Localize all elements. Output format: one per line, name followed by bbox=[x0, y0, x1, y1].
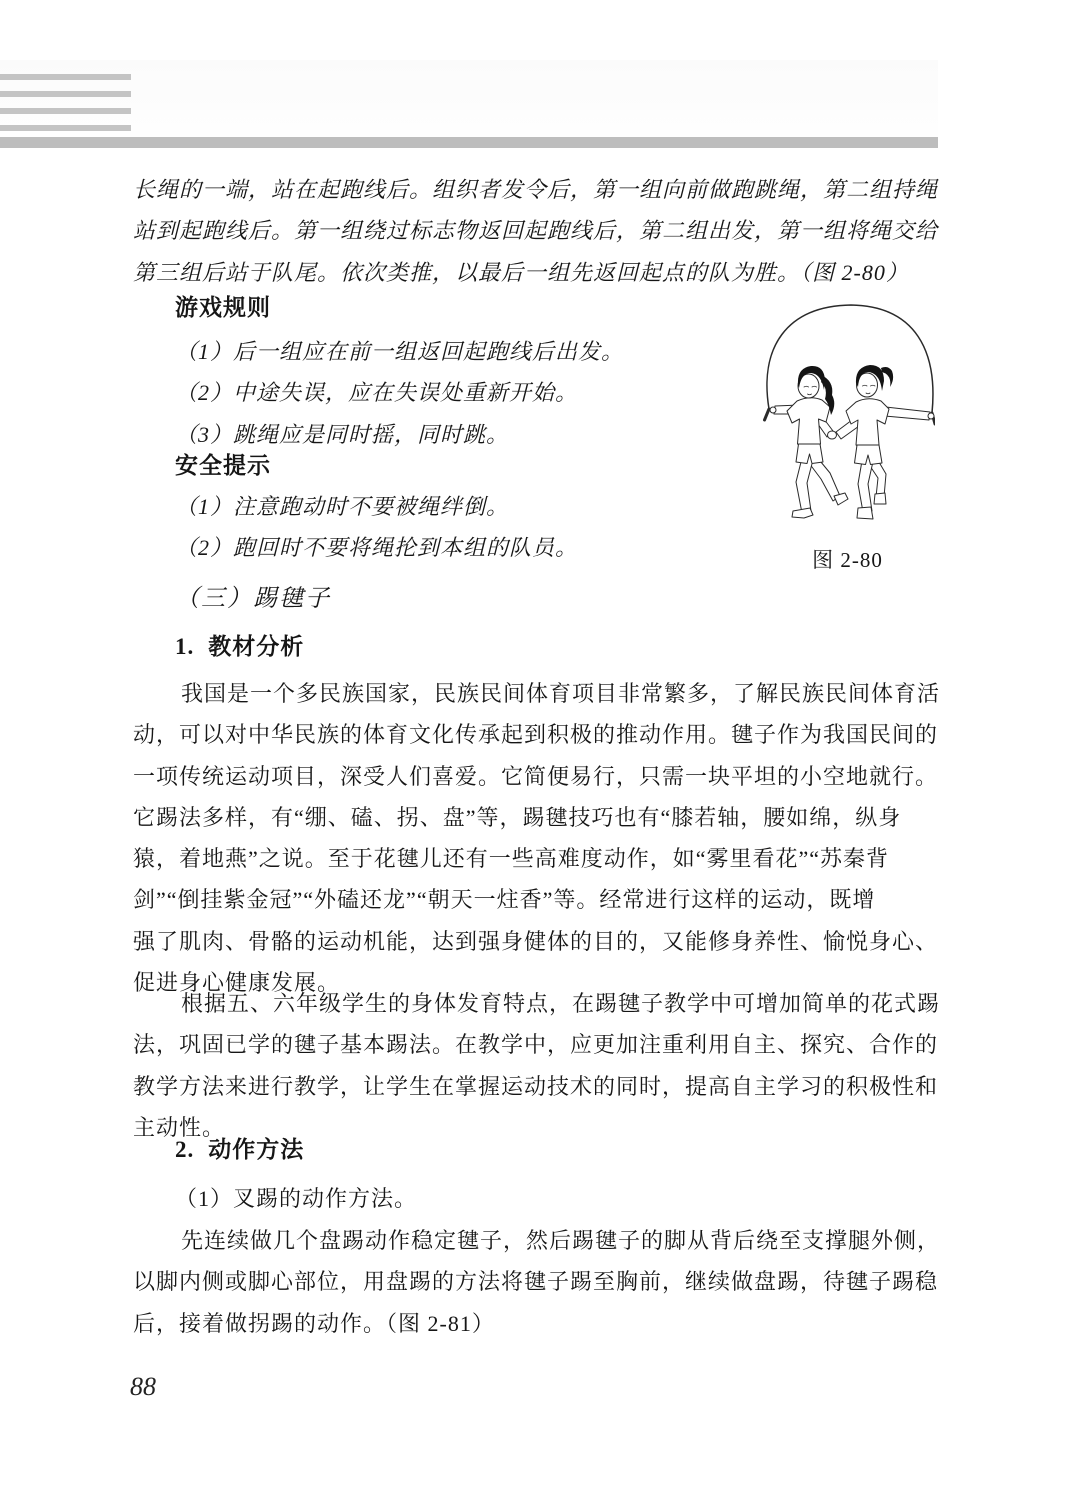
safety-tips-heading: 安全提示 bbox=[175, 452, 271, 478]
subsection-2-title: 动作方法 bbox=[208, 1136, 305, 1162]
analysis-paragraph-1 bbox=[133, 673, 940, 1003]
subsection-1-title: 教材分析 bbox=[208, 633, 305, 659]
method-paragraph bbox=[133, 1220, 940, 1344]
text-line: 猿，着地燕”之说。至于花毽儿还有一些高难度动作，如“雾里看花”“苏秦背 bbox=[133, 846, 890, 872]
method-item: （1）叉踢的动作方法。 bbox=[175, 1186, 418, 1211]
text-line: 教学方法来进行教学，让学生在掌握运动技术的同时，提高自主学习的积极性和 bbox=[133, 1073, 939, 1099]
safety-item: （2）跑回时不要将绳抡到本组的队员。 bbox=[175, 535, 579, 561]
subsection-1-heading bbox=[175, 631, 304, 662]
text-line: 剑”“倒挂紫金冠”“外磕还龙”“朝天一炷香”等。经常进行这样的运动，既增 bbox=[133, 887, 876, 913]
text-line: 第三组后站于队尾。依次类推，以最后一组先返回起点的队为胜。（图 2-80） bbox=[133, 259, 909, 285]
safety-item: （1）注意跑动时不要被绳绊倒。 bbox=[175, 494, 510, 519]
text-line: 法，巩固已学的毽子基本踢法。在教学中，应更加注重利用自主、探究、合作的 bbox=[133, 1032, 939, 1058]
intro-paragraph bbox=[133, 169, 938, 293]
rule-item: （2）中途失误，应在失误处重新开始。 bbox=[175, 380, 579, 406]
text-line: 以脚内侧或脚心部位，用盘踢的方法将毽子踢至胸前，继续做盘踢，待毽子踢稳 bbox=[133, 1269, 939, 1295]
text-line: 主动性。 bbox=[133, 1114, 226, 1140]
subsection-2-number: 2. bbox=[175, 1137, 195, 1162]
text-line: 我国是一个多民族国家，民族民间体育项目非常繁多，了解民族民间体育活 bbox=[181, 681, 941, 706]
subsection-1-number: 1. bbox=[175, 634, 195, 659]
text-line: 后，接着做拐踢的动作。（图 2-81） bbox=[133, 1310, 495, 1336]
analysis-paragraph-2 bbox=[133, 983, 940, 1148]
page-number: 88 bbox=[130, 1372, 156, 1401]
figure-2-80 bbox=[760, 298, 935, 530]
rule-item: （1）后一组应在前一组返回起跑线后出发。 bbox=[175, 339, 625, 364]
header-rule-bar bbox=[0, 137, 938, 148]
text-line: 它踢法多样，有“绷、磕、拐、盘”等，踢毽技巧也有“膝若轴，腰如绵，纵身 bbox=[133, 804, 902, 830]
header-decoration-panel bbox=[0, 60, 938, 137]
text-line: 先连续做几个盘踢动作稳定毽子，然后踢毽子的脚从背后绕至支撑腿外侧， bbox=[181, 1228, 941, 1253]
text-line: 根据五、六年级学生的身体发育特点，在踢毽子教学中可增加简单的花式踢 bbox=[181, 991, 941, 1016]
section-heading: （三）踢毽子 bbox=[175, 586, 331, 612]
figure-2-80-caption: 图 2-80 bbox=[812, 548, 883, 572]
text-line: 一项传统运动项目，深受人们喜爱。它简便易行，只需一块平坦的小空地就行。 bbox=[133, 763, 939, 789]
header-stripe-2 bbox=[0, 91, 131, 97]
safety-tips-list bbox=[175, 486, 578, 569]
jump-rope-figure-icon bbox=[760, 298, 935, 530]
header-stripe-3 bbox=[0, 108, 131, 114]
header-stripe-4 bbox=[0, 125, 131, 131]
text-line: 强了肌肉、骨骼的运动机能，达到强身健体的目的，又能修身养性、愉悦身心、 bbox=[133, 928, 939, 954]
text-line: 站到起跑线后。第一组绕过标志物返回起跑线后，第二组出发，第一组将绳交给 bbox=[133, 218, 939, 244]
header-stripe-1 bbox=[0, 74, 131, 80]
text-line: 促进身心健康发展。 bbox=[133, 970, 341, 996]
text-line: 动，可以对中华民族的体育文化传承起到积极的推动作用。毽子作为我国民间的 bbox=[133, 722, 939, 748]
subsection-2-heading bbox=[175, 1134, 304, 1165]
text-line: 长绳的一端，站在起跑线后。组织者发令后，第一组向前做跑跳绳，第二组持绳 bbox=[133, 177, 939, 202]
rule-item: （3）跳绳应是同时摇，同时跳。 bbox=[175, 421, 510, 447]
game-rules-list bbox=[175, 331, 624, 455]
game-rules-heading: 游戏规则 bbox=[175, 294, 271, 320]
